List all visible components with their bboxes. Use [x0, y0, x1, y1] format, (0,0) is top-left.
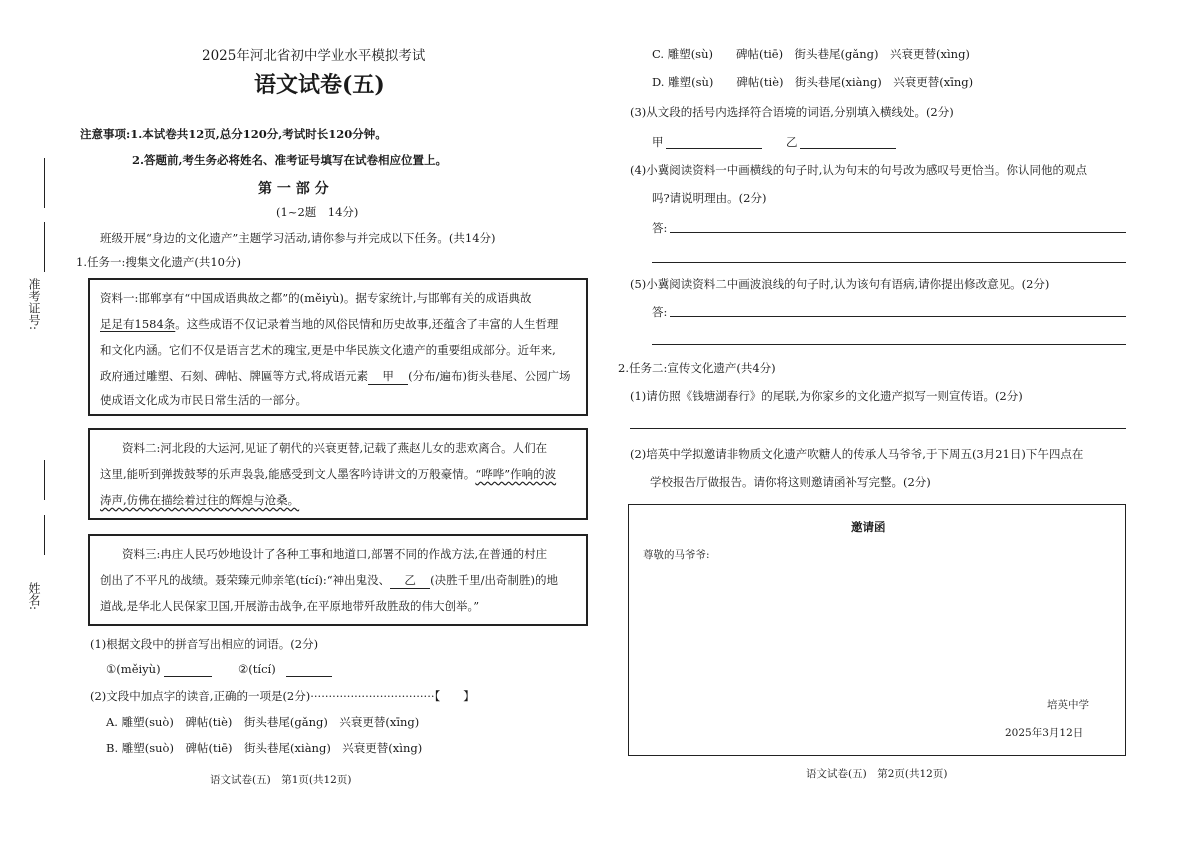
- invitation-title: 邀请函: [851, 520, 886, 534]
- paper-title: 语文试卷(五): [254, 72, 385, 98]
- side-name-label: 姓名:: [27, 582, 41, 611]
- answer-line: [666, 148, 762, 149]
- underlined-sentence: 足足有1584条: [100, 317, 176, 331]
- material-2-line: [100, 492, 299, 508]
- question-1-a: ①(měiyù): [106, 662, 161, 676]
- answer-line: [630, 428, 1126, 429]
- invitation-greeting: 尊敬的马爷爷:: [643, 549, 710, 561]
- side-divider: [44, 158, 45, 208]
- blank-jia: 甲: [368, 368, 408, 385]
- question-2: (2)文段中加点字的读音,正确的一项是(2分)··································【 】: [90, 689, 475, 703]
- answer-line: [652, 262, 1126, 263]
- part-title: 第 一 部 分: [258, 181, 329, 197]
- material-3-text: 创出了不平凡的战绩。聂荣臻元帅亲笔(tící):“神出鬼没、: [100, 573, 391, 587]
- material-1-line: 和文化内涵。它们不仅是语言艺术的瑰宝,更是中华民族文化遗产的重要组成部分。近年来,: [100, 343, 556, 357]
- question-3-jia: 甲: [652, 135, 664, 149]
- intro: 班级开展“身边的文化遗产”主题学习活动,请你参与并完成以下任务。(共14分): [100, 231, 496, 245]
- blank-yi: 乙: [390, 572, 430, 589]
- option-d: D. 雕塑(sù) 碑帖(tiè) 街头巷尾(xiàng) 兴衰更替(xīng): [652, 75, 974, 89]
- material-1-text: 。这些成语不仅记录着当地的风俗民情和历史故事,还蕴含了丰富的人生哲理: [175, 317, 559, 331]
- side-divider: [44, 460, 45, 500]
- material-2-text: 这里,能听到弹拨鼓琴的乐声袅袅,能感受到文人墨客吟诗讲文的万般豪情。: [100, 467, 476, 481]
- page-footer: 语文试卷(五) 第2页(共12页): [806, 768, 948, 780]
- side-divider: [44, 515, 45, 555]
- material-3-line: 资料三:冉庄人民巧妙地设计了各种工事和地道口,部署不同的作战方法,在普通的村庄: [122, 547, 548, 561]
- question-4-cont: 吗?请说明理由。(2分): [652, 191, 767, 205]
- answer-line: [800, 148, 896, 149]
- material-3-line: 道战,是华北人民保家卫国,开展游击战争,在平原地带歼敌胜敌的伟大创举。”: [100, 599, 480, 613]
- task-2-question-2: (2)培英中学拟邀请非物质文化遗产吹糖人的传承人马爷爷,于下周五(3月21日)下午四点在: [630, 447, 1084, 461]
- material-1-line: [100, 316, 558, 332]
- invitation-box: [628, 504, 1126, 756]
- material-3-line: [100, 572, 558, 589]
- question-1: (1)根据文段中的拼音写出相应的词语。(2分): [90, 637, 319, 651]
- task-2-question-2-cont: 学校报告厅做报告。请你将这则邀请函补写完整。(2分): [650, 475, 931, 489]
- material-2-line: [100, 466, 556, 482]
- answer-label: 答:: [652, 221, 668, 235]
- material-2-box: [88, 428, 588, 520]
- answer-line: [652, 344, 1126, 345]
- material-1-box: [88, 278, 588, 416]
- answer-line: [670, 316, 1126, 317]
- invitation-date: 2025年3月12日: [1005, 727, 1084, 739]
- task-2-question-1: (1)请仿照《钱塘湖春行》的尾联,为你家乡的文化遗产拟写一则宣传语。(2分): [630, 389, 1023, 403]
- answer-label: 答:: [652, 305, 668, 319]
- material-1-text: 政府通过雕塑、石刻、碑帖、牌匾等方式,将成语元素: [100, 369, 369, 383]
- question-3: (3)从文段的括号内选择符合语境的词语,分别填入横线处。(2分): [630, 105, 954, 119]
- notice-1: 注意事项:1.本试卷共12页,总分120分,考试时长120分钟。: [80, 127, 387, 141]
- option-a: A. 雕塑(suò) 碑帖(tiè) 街头巷尾(gǎng) 兴衰更替(xīng): [106, 715, 420, 729]
- answer-line: [164, 676, 212, 677]
- side-divider: [44, 222, 45, 272]
- material-3-box: [88, 534, 588, 626]
- material-1-line: [100, 368, 571, 385]
- material-3-text: (决胜千里/出奇制胜)的地: [430, 573, 559, 587]
- question-5: (5)小冀阅读资料二中画波浪线的句子时,认为该句有语病,请你提出修改意见。(2分): [630, 277, 1050, 291]
- material-1-line: 使成语文化成为市民日常生活的一部分。: [100, 393, 307, 407]
- wavy-sentence: “哗哗”作响的波: [475, 467, 557, 481]
- side-exam-number-label: 准考证号:: [27, 278, 41, 331]
- task-1-heading: 1.任务一:搜集文化遗产(共10分): [76, 255, 241, 269]
- material-2-line: 资料二:河北段的大运河,见证了朝代的兴衰更替,记载了燕赵儿女的悲欢离合。人们在: [122, 441, 548, 455]
- wavy-sentence: 涛声,仿佛在描绘着过往的辉煌与沧桑。: [100, 493, 300, 507]
- part-range: (1~2题 14分): [276, 205, 359, 219]
- answer-line: [286, 676, 332, 677]
- option-c: C. 雕塑(sù) 碑帖(tiē) 街头巷尾(gǎng) 兴衰更替(xìng): [652, 47, 970, 61]
- material-1-text: (分布/遍布)街头巷尾、公园广场: [408, 369, 571, 383]
- option-b: B. 雕塑(suò) 碑帖(tiē) 街头巷尾(xiàng) 兴衰更替(xìng): [106, 741, 423, 755]
- answer-line: [670, 232, 1126, 233]
- task-2-heading: 2.任务二:宣传文化遗产(共4分): [618, 361, 776, 375]
- question-4: (4)小冀阅读资料一中画横线的句子时,认为句末的句号改为感叹号更恰当。你认同他的观点: [630, 163, 1087, 177]
- right-page: [600, 0, 1200, 848]
- question-3-yi: 乙: [786, 135, 798, 149]
- notice-2: 2.答题前,考生务必将姓名、准考证号填写在试卷相应位置上。: [132, 153, 448, 167]
- exam-title: 2025年河北省初中学业水平模拟考试: [202, 48, 426, 64]
- page-footer: 语文试卷(五) 第1页(共12页): [210, 774, 352, 786]
- invitation-signature: 培英中学: [1047, 699, 1089, 711]
- material-1-line: 资料一:邯郸享有“中国成语典故之都”的(měiyù)。据专家统计,与邯郸有关的成语典故: [100, 291, 532, 305]
- question-1-b: ②(tící): [238, 662, 276, 676]
